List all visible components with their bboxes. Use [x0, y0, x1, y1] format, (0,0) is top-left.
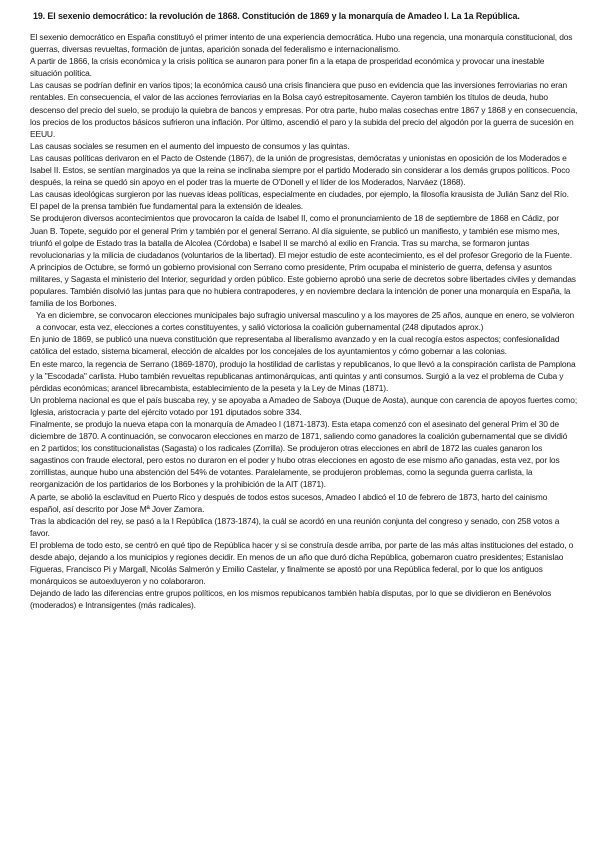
- paragraph-ideological-causes: Las causas ideológicas surgieron por las nuevas ideas políticas, especialmente en ciudades, por ejemplo, la filosofía krausista de Julián Sanz del Río. El papel de la prensa también fue fundamental para la extensión de ideales.: [30, 189, 569, 212]
- paragraph-social-causes: Las causas sociales se resumen en el aumento del impuesto de consumos y las quintas.: [30, 140, 350, 151]
- paragraph-republic-problem: El problema de todo esto, se centró en qué tipo de República hacer y si se construía desde arriba, por parte de las más altas instituciones del estado, o desde abajo, dejando a los municipios y regiones decidir. En menos de un año que duró dicha República, gobernaron cuatro presidentes; Estanislao Figueras, Francisco Pi y Margall, Nicolás Salmerón y Emilio Castelar, y finalmente se apostó por una República federal, por lo que los antiguos monárquicos se autoexluyeron y no colaboraron.: [30, 539, 574, 587]
- document-page: [30, 10, 578, 612]
- paragraph-republican-divisions: Dejando de lado las diferencias entre grupos políticos, en los mismos repubicanos también había disputas, por lo que se dividieron en Benévolos (moderados) e Intransigentes (más radicales).: [30, 588, 552, 611]
- paragraph-intro: El sexenio democrático en España constituyó el primer intento de una experiencia democrática. Hubo una regencia, una monarquía constitucional, dos guerras, diversas revueltas, formación de juntas, aparición sonada del federalismo e internacionalismo.: [30, 32, 573, 55]
- paragraph-abdication: A parte, se abolió la esclavitud en Puerto Rico y después de todos estos sucesos, Amadeo I abdicó el 10 de febrero de 1873, harto del cainismo español, así descrito por Jose Mª Jover Zamora.: [30, 491, 548, 514]
- paragraph-elections: Ya en diciembre, se convocaron elecciones municipales bajo sufragio universal masculino y a los mayores de 25 años, aunque en enero, se volvieron a convocar, esta vez, elecciones a cortes constituyentes, y salió victoriosa la coalición gubernamental (248 diputados aprox.): [36, 310, 575, 333]
- paragraph-constitution-1869: En junio de 1869, se publicó una nueva constitución que representaba al liberalismo avanzado y en la cual recogía estos aspectos; confesionalidad católica del estado, sistema bicameral, elección de alcaldes por los concejales de los ayuntamientos y cómo gobernar a las colonias.: [30, 334, 560, 357]
- document-title: 19. El sexenio democrático: la revolución de 1868. Constitución de 1869 y la monarquía de Amadeo I. La 1a República.: [33, 11, 520, 21]
- paragraph-amadeo-monarchy: Finalmente, se produjo la nueva etapa con la monarquía de Amadeo I (1871-1873). Esta etapa comenzó con el asesinato del general Prim el 30 de diciembre de 1870. A continuación, se convocaron elecciones en marzo de 1871, saliendo como ganadores la coalición gubernamental que se dividió en 2 partidos; los constitucionalistas (Sagasta) o los radicales (Zorrilla). Se produjeron otras elecciones en abril de 1872 las cuales ganaron los sagastinos con fraude electoral, pero estos no duraron en el poder y hubo otras elecciones en agosto de ese mismo año ganadas, esta vez, por los zorrillistas, aunque hubo una abstención del 54% de votantes. Paralelamente, se produjeron problemas, como la segunda guerra carlista, la reorganización de los partidarios de los Borbones y la prohibición de la AIT (1871).: [30, 419, 568, 490]
- paragraph-political-causes: Las causas políticas derivaron en el Pacto de Ostende (1867), de la unión de progresistas, demócratas y unionistas en oposición de los Moderados e Isabel II. Estos, se sentían marginados ya que la reina se inclinaba siempre por el partido Moderado sin considerar a los demás grupos políticos. Poco después, la reina se quedó sin apoyo en el poder tras la muerte de O'Donell y el líder de los Moderados, Narváez (1868).: [30, 152, 570, 188]
- paragraph-provisional-government: A principios de Octubre, se formó un gobierno provisional con Serrano como presidente, Prim ocupaba el ministerio de guerra, defensa y asuntos militares, y Sagasta el ministerio del Interior, seguridad y orden público. Este gobierno aprobó una serie de decretos sobre libertades civiles y demandas populares. También disolvió las juntas para que no hubiera contrapoderes, y en noviembre declara la intención de poner una monarquía en España, la familia de los Borbones.: [30, 261, 576, 309]
- paragraph-serrano-regency: En este marco, la regencia de Serrano (1869-1870), produjo la hostilidad de carlistas y republicanos, lo que llevó a la conspiración carlista de Pamplona y la "Escodada" carlista. Hubo también revueltas republicanas antimonárquicas, anti quintas y anti consumos. Surgió a la vez el problema de Cuba y pérdidas económicas; arancel librecambista, establecimiento de la peseta y la Ley de Minas (1871).: [30, 358, 576, 393]
- paragraph-economic-causes: Las causas se podrían definir en varios tipos; la económica causó una crisis financiera que puso en evidencia que las inversiones ferroviarias no eran rentables. En consecuencia, el valor de las acciones ferroviarias en la Bolsa cayó estrepitosamente. Cayeron también los títulos de deuda, hubo descenso del precio del suelo, se produjo la quiebra de bancos y empresas. Por otra parte, hubo malas cosechas entre 1867 y 1868 y en consecuencia, los precios de los productos básicos sufrieron una inflación. Por último, ascendió el paro y la subida del precio del algodón por la guerra de sucesión en EEUU.: [30, 80, 578, 139]
- paragraph-search-for-king: Un problema nacional es que el país buscaba rey, y se apoyaba a Amadeo de Saboya (Duque de Aosta), aunque con carencia de apoyos fuertes como; Iglesia, aristocracia y parte del ejército votado por 191 diputados sobre 334.: [30, 394, 578, 417]
- document-body: [30, 31, 578, 612]
- paragraph-1866-crisis: A partir de 1866, la crisis económica y la crisis política se aunaron para poner fin a la etapa de prosperidad económica y provocar una inestable situación política.: [30, 56, 545, 79]
- paragraph-first-republic: Tras la abdicación del rey, se pasó a la I República (1873-1874), la cuál se acordó en una reunión conjunta del congreso y senado, con 258 votos a favor.: [30, 515, 560, 538]
- paragraph-fall-of-isabel: Se produjeron diversos acontecimientos que provocaron la caída de Isabel II, como el pronunciamiento de 18 de septiembre de 1868 en Cádiz, por Juan B. Topete, seguido por el general Prim y también por el general Serrano. Al día siguiente, se publicó un manifiesto, y también ese mismo mes, triunfó el golpe de Estado tras la batalla de Alcolea (Córdoba) e Isabel II se marchó al exilio en Francia. Tras su marcha, se formaron juntas revolucionarias y la milicia de ciudadanos (voluntarios de la libertad). El mejor estudio de este acontecimiento, es el del profesor Gregorio de la Fuente.: [30, 213, 572, 260]
